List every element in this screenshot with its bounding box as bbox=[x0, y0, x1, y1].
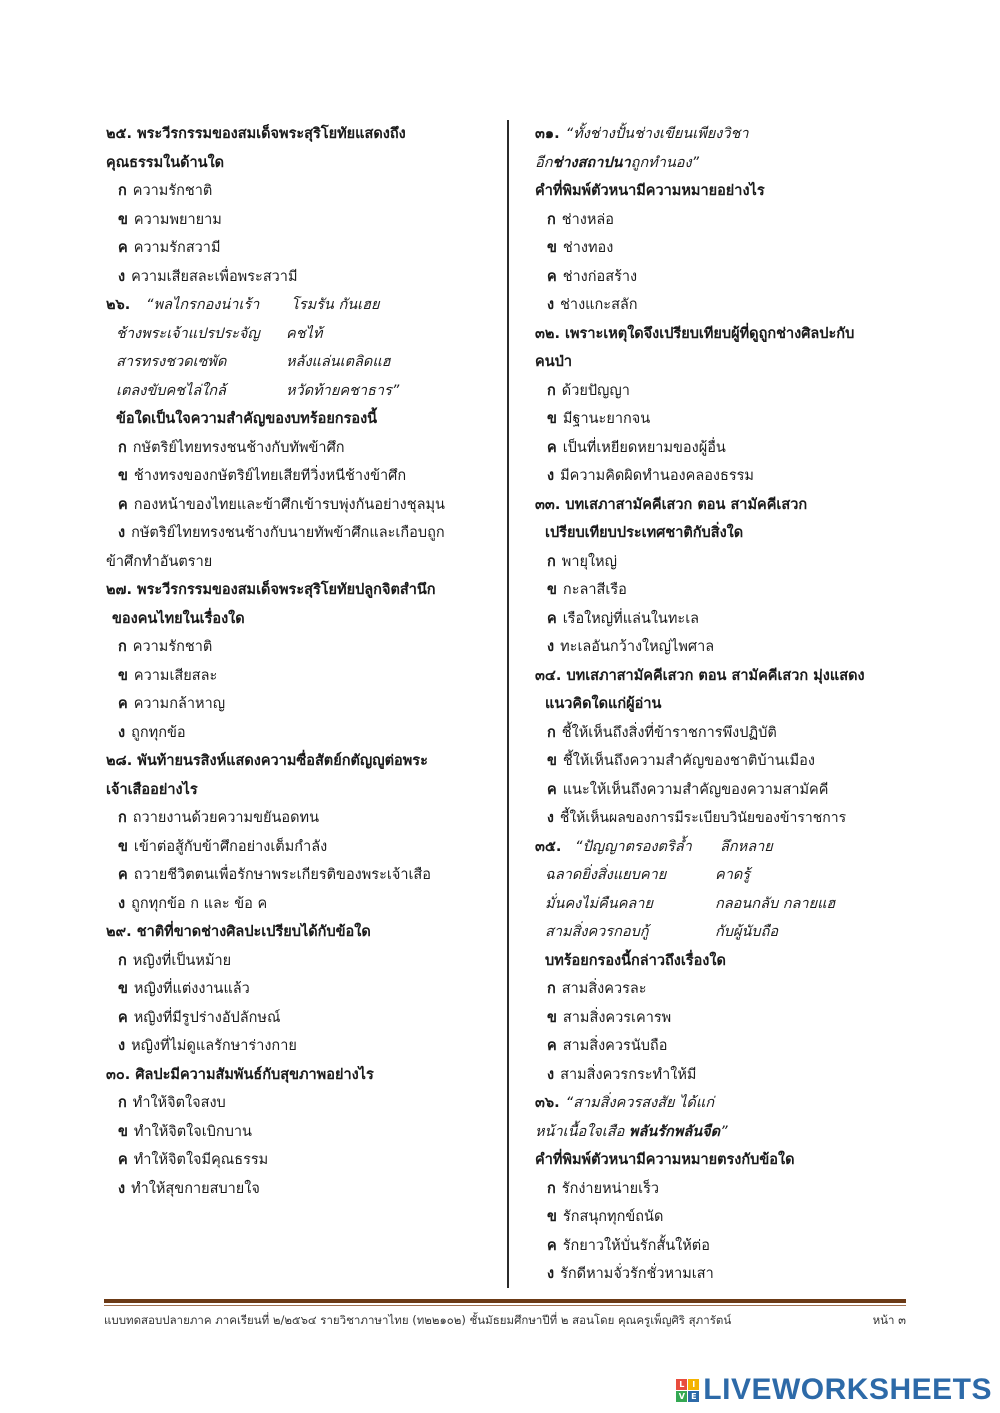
option: ข หญิงที่แต่งงานแล้ว bbox=[118, 981, 250, 997]
question-32-title: ๓๒. เพราะเหตุใดจึงเปรียบเทียบผู้ที่ดูถูกช่างศิลปะกับ bbox=[535, 325, 855, 342]
option: ค ทำให้จิตใจมีคุณธรรม bbox=[118, 1152, 269, 1168]
option: ง ทะเลอันกว้างใหญ่ไพศาล bbox=[547, 639, 715, 655]
page-footer bbox=[104, 1312, 906, 1330]
question-28-title-cont: เจ้าเสืออย่างไร bbox=[106, 781, 198, 798]
option: ค เรือใหญ่ที่แล่นในทะเล bbox=[547, 610, 700, 627]
option: ก รักง่ายหน่ายเร็ว bbox=[547, 1180, 660, 1197]
right-column bbox=[535, 120, 905, 1289]
question-26-poem-line: สารทรงชวดเซพัด หลังแล่นเตลิดแฮ bbox=[116, 354, 391, 370]
option: ข สามสิ่งควรเคารพ bbox=[547, 1009, 672, 1026]
option: ง ชี้ให้เห็นผลของการมีระเบียบวินัยของข้าราชการ bbox=[547, 810, 847, 826]
footer-rule-thin bbox=[104, 1305, 906, 1306]
option: ค รักยาวให้บั่นรักสั้นให้ต่อ bbox=[547, 1237, 710, 1254]
option: ง ทำให้สุขกายสบายใจ bbox=[118, 1180, 260, 1197]
question-31-quote: ๓๑. “ทั้งช่างปั้นช่างเขียนเพียงวิชา bbox=[535, 126, 749, 142]
question-33-title-cont: เปรียบเทียบประเทศชาติกับสิ่งใด bbox=[545, 525, 744, 541]
option: ข รักสนุกทุกข์ถนัด bbox=[547, 1209, 664, 1225]
option: ก ช่างหล่อ bbox=[547, 211, 614, 228]
option: ก ด้วยปัญญา bbox=[547, 382, 630, 399]
question-31-quote-cont: อีกช่างสถาปนาถูกทำนอง” bbox=[535, 154, 700, 171]
liveworksheets-logo-icon: L I V E bbox=[676, 1379, 699, 1402]
footer-rule bbox=[104, 1299, 906, 1303]
question-29-title: ๒๙. ชาติที่ขาดช่างศิลปะเปรียบได้กับข้อใด bbox=[106, 924, 371, 940]
left-column bbox=[106, 120, 496, 1203]
option: ข ทำให้จิตใจเบิกบาน bbox=[118, 1123, 252, 1140]
option: ค ถวายชีวิตตนเพื่อรักษาพระเกียรติของพระเจ้าเสือ bbox=[118, 867, 431, 883]
question-25-title: ๒๕. พระวีรกรรมของสมเด็จพระสุริโยทัยแสดงถึง bbox=[106, 126, 406, 142]
option: ค หญิงที่มีรูปร่างอัปลักษณ์ bbox=[118, 1009, 281, 1026]
option: ก พายุใหญ่ bbox=[547, 553, 617, 570]
option: ค สามสิ่งควรนับถือ bbox=[547, 1038, 668, 1054]
column-divider bbox=[507, 120, 509, 1288]
option: ค แนะให้เห็นถึงความสำคัญของความสามัคคี bbox=[547, 781, 829, 798]
question-36-title: คำที่พิมพ์ตัวหนามีความหมายตรงกับข้อใด bbox=[535, 1152, 795, 1168]
option: ง กษัตริย์ไทยทรงชนช้างกับนายทัพข้าศึกและเกือบถูก bbox=[118, 525, 445, 541]
question-25-title-cont: คุณธรรมในด้านใด bbox=[106, 154, 225, 171]
option: ง หญิงที่ไม่ดูแลรักษาร่างกาย bbox=[118, 1038, 297, 1054]
liveworksheets-brand[interactable] bbox=[676, 1373, 992, 1407]
option: ง ถูกทุกข้อ ก และ ข้อ ค bbox=[118, 895, 268, 912]
option: ก สามสิ่งควรละ bbox=[547, 981, 647, 997]
question-26-poem-line: ๒๖. “พลไกรกองน่าเร้า โรมรัน กันเฮย bbox=[106, 297, 380, 313]
brand-name: LIVEWORKSHEETS bbox=[703, 1373, 992, 1406]
question-35-poem-line: ฉลาดยิ่งสิ่งแยบคาย คาดรู้ bbox=[545, 867, 751, 883]
question-36-quote: ๓๖. “สามสิ่งควรสงสัย ได้แก่ bbox=[535, 1095, 714, 1111]
option-continuation: ข้าศึกทำอันตราย bbox=[106, 553, 213, 570]
option: ก กษัตริย์ไทยทรงชนช้างกับทัพข้าศึก bbox=[118, 439, 345, 456]
option: ก ความรักชาติ bbox=[118, 183, 213, 199]
question-26-title: ข้อใดเป็นใจความสำคัญของบทร้อยกรองนี้ bbox=[116, 411, 378, 427]
question-26-poem-line: ช้างพระเจ้าแปรประจัญ คชไท้ bbox=[116, 325, 323, 342]
option: ข ชี้ให้เห็นถึงความสำคัญของชาติบ้านเมือง bbox=[547, 753, 815, 769]
option: ง ความเสียสละเพื่อพระสวามี bbox=[118, 268, 298, 285]
question-33-title: ๓๓. บทเสภาสามัคคีเสวก ตอน สามัคคีเสวก bbox=[535, 496, 808, 513]
option: ง ถูกทุกข้อ bbox=[118, 724, 186, 741]
option: ก ทำให้จิตใจสงบ bbox=[118, 1095, 226, 1111]
option: ง สามสิ่งควรกระทำให้มี bbox=[547, 1066, 697, 1083]
option: ก ความรักชาติ bbox=[118, 639, 213, 655]
option: ค ความรักสวามี bbox=[118, 240, 221, 256]
option: ข ช้างทรงของกษัตริย์ไทยเสียทีวิ่งหนีช้างข้าศึก bbox=[118, 468, 407, 484]
page-number: หน้า ๓ bbox=[872, 1313, 906, 1327]
option: ค เป็นที่เหยียดหยามของผู้อื่น bbox=[547, 439, 726, 456]
option: ข มีฐานะยากจน bbox=[547, 411, 651, 427]
question-35-poem-line: สามสิ่งควรกอบกู้ กับผู้นับถือ bbox=[545, 924, 779, 940]
question-35-title: บทร้อยกรองนี้กล่าวถึงเรื่องใด bbox=[545, 952, 726, 969]
option: ง รักดีหามจั่วรักชั่วหามเสา bbox=[547, 1266, 714, 1282]
question-27-title-cont: ของคนไทยในเรื่องใด bbox=[112, 610, 245, 627]
question-34-title-cont: แนวคิดใดแก่ผู้อ่าน bbox=[545, 696, 662, 712]
footer-text: แบบทดสอบปลายภาค ภาคเรียนที่ ๒/๒๕๖๔ รายวิชาภาษาไทย (ท๒๒๑๐๒) ชั้นมัธยมศึกษาปีที่ ๒ สอนโดย คุณครูเพ็ญศิริ สุภารัตน์ bbox=[104, 1313, 732, 1327]
question-32-title-cont: คนป่า bbox=[535, 354, 572, 370]
question-28-title: ๒๘. พันท้ายนรสิงห์แสดงความซื่อสัตย์กตัญญูต่อพระ bbox=[106, 753, 428, 769]
question-30-title: ๓๐. ศิลปะมีความสัมพันธ์กับสุขภาพอย่างไร bbox=[106, 1066, 374, 1083]
question-34-title: ๓๔. บทเสภาสามัคคีเสวก ตอน สามัคคีเสวก มุ่งแสดง bbox=[535, 667, 865, 684]
option: ข ช่างทอง bbox=[547, 240, 614, 256]
option: ก หญิงที่เป็นหม้าย bbox=[118, 952, 232, 969]
option: ง มีความคิดผิดทำนองคลองธรรม bbox=[547, 468, 754, 484]
question-27-title: ๒๗. พระวีรกรรมของสมเด็จพระสุริโยทัยปลูกจิตสำนึก bbox=[106, 582, 436, 598]
option: ค กองหน้าของไทยและข้าศึกเข้ารบพุ่งกันอย่างชุลมุน bbox=[118, 496, 445, 513]
option: ค ความกล้าหาญ bbox=[118, 696, 226, 712]
option: ง ช่างแกะสลัก bbox=[547, 297, 638, 313]
option: ก ถวายงานด้วยความขยันอดทน bbox=[118, 810, 319, 826]
question-35-poem-line: มั่นคงไม่คืนคลาย กลอนกลับ กลายแฮ bbox=[545, 895, 836, 912]
option: ข เข้าต่อสู้กับข้าศึกอย่างเต็มกำลัง bbox=[118, 838, 328, 855]
option: ข ความเสียสละ bbox=[118, 667, 218, 684]
question-26-poem-line: เตลงขับคชไล่ใกล้ หวัดท้ายคชาธาร” bbox=[116, 382, 400, 399]
option: ก ชี้ให้เห็นถึงสิ่งที่ข้าราชการพึงปฏิบัติ bbox=[547, 724, 777, 741]
question-31-title: คำที่พิมพ์ตัวหนามีความหมายอย่างไร bbox=[535, 183, 765, 199]
question-36-quote-cont: หน้าเนื้อใจเสือ พลันรักพลันจืด” bbox=[535, 1123, 728, 1140]
question-35-poem-line: ๓๕. “ปัญญาตรองตริล้ำ ลึกหลาย bbox=[535, 838, 773, 855]
option: ข ความพยายาม bbox=[118, 211, 222, 228]
option: ค ช่างก่อสร้าง bbox=[547, 268, 638, 285]
option: ข กะลาสีเรือ bbox=[547, 582, 627, 598]
